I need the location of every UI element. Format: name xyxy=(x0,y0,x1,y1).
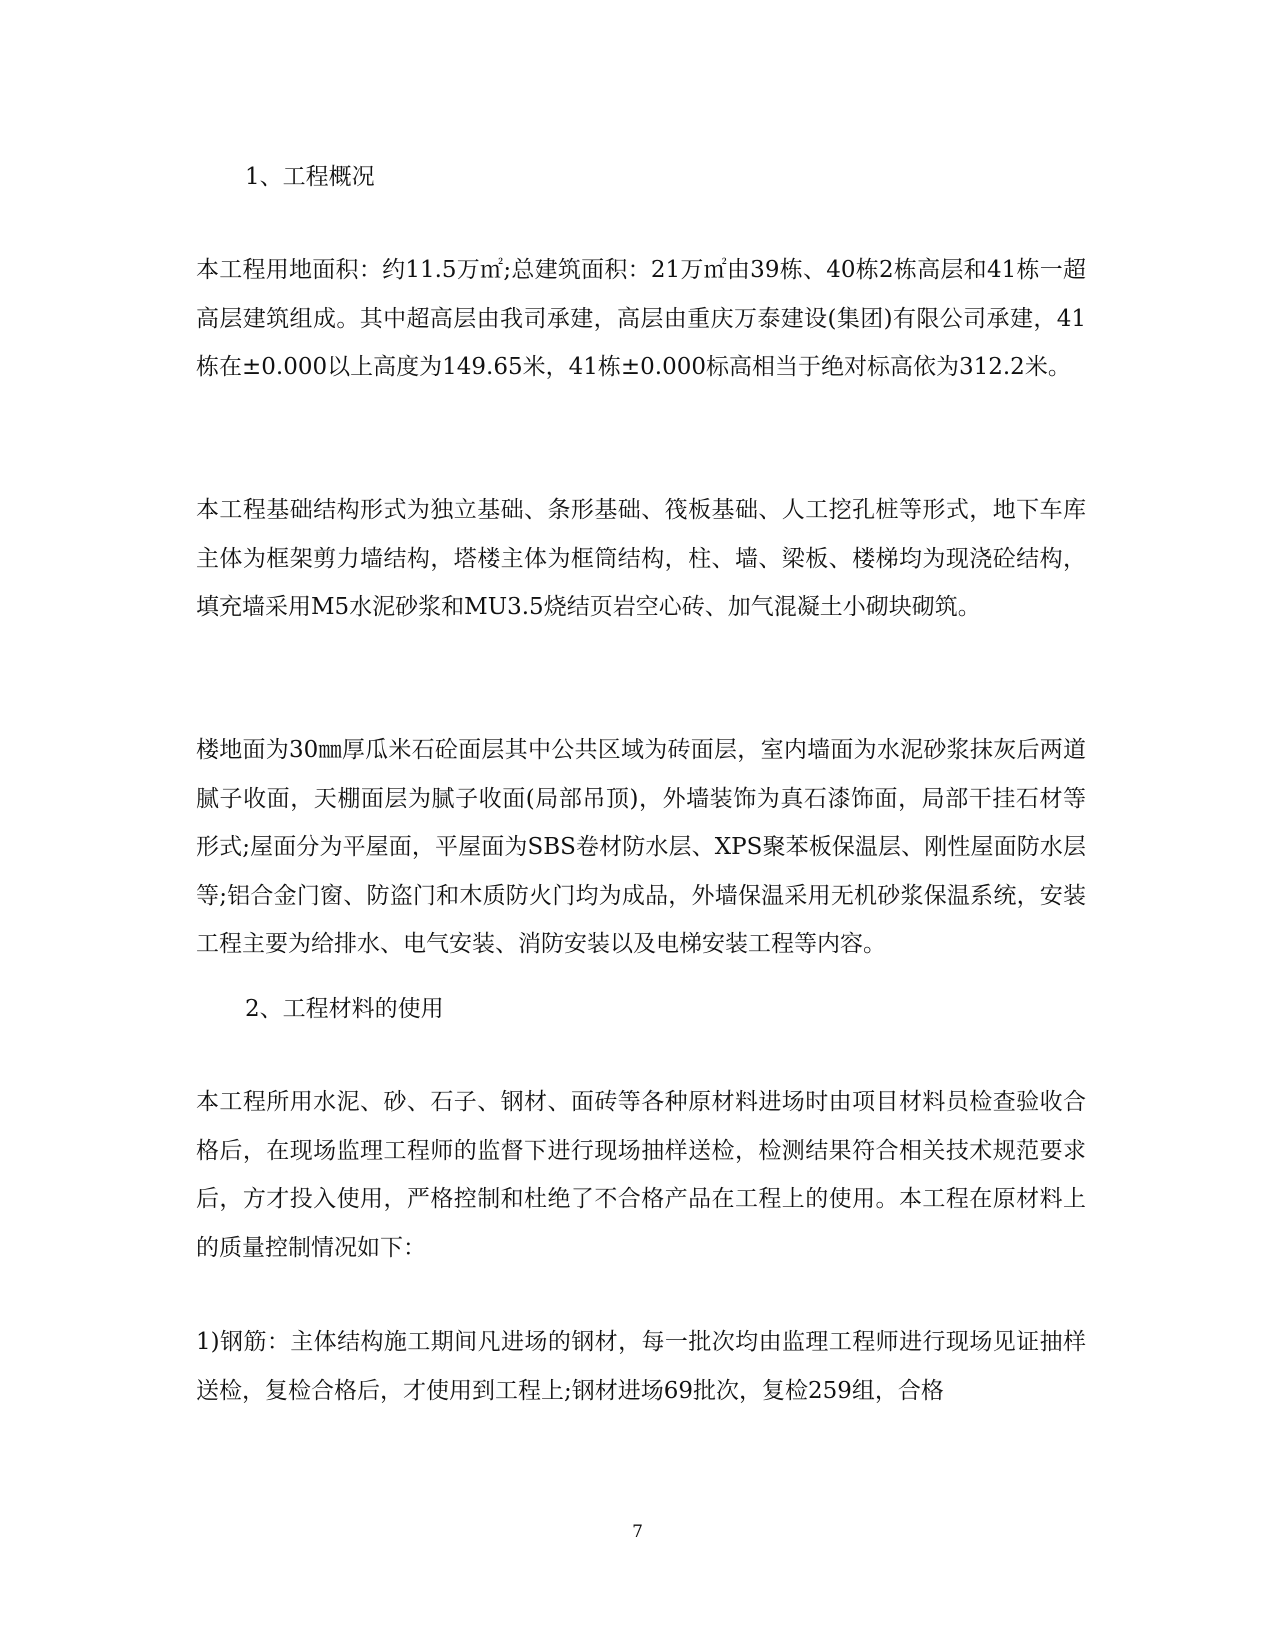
section-heading-materials: 2、工程材料的使用 xyxy=(245,996,444,1022)
paragraph-finishes: 楼地面为30㎜厚瓜米石砼面层其中公共区域为砖面层，室内墙面为水泥砂浆抹灰后两道腻子收面，天棚面层为腻子收面(局部吊顶)，外墙装饰为真石漆饰面，局部干挂石材等形式;屋面分为平屋面，平屋面为SBS卷材防水层、XPS聚苯板保温层、刚性屋面防水层等;铝合金门窗、防盗门和木质防火门均为成品，外墙保温采用无机砂浆保温系统，安装工程主要为给排水、电气安装、消防安装以及电梯安装工程等内容。 xyxy=(196,737,1086,957)
paragraph-structure: 本工程基础结构形式为独立基础、条形基础、筏板基础、人工挖孔桩等形式，地下车库主体为框架剪力墙结构，塔楼主体为框筒结构，柱、墙、梁板、楼梯均为现浇砼结构，填充墙采用M5水泥砂浆和MU3.5烧结页岩空心砖、加气混凝土小砌块砌筑。 xyxy=(196,497,1086,620)
page-number: 7 xyxy=(632,1522,643,1542)
section-heading-overview: 1、工程概况 xyxy=(245,164,375,190)
paragraph-site-area: 本工程用地面积：约11.5万㎡;总建筑面积：21万㎡由39栋、40栋2栋高层和41栋一超高层建筑组成。其中超高层由我司承建，高层由重庆万泰建设(集团)有限公司承建，41栋在±0.000以上高度为149.65米，41栋±0.000标高相当于绝对标高依为312.2米。 xyxy=(196,257,1086,380)
paragraph-rebar: 1)钢筋：主体结构施工期间凡进场的钢材，每一批次均由监理工程师进行现场见证抽样送检，复检合格后，才使用到工程上;钢材进场69批次，复检259组，合格 xyxy=(196,1329,1086,1404)
paragraph-materials-inspection: 本工程所用水泥、砂、石子、钢材、面砖等各种原材料进场时由项目材料员检查验收合格后，在现场监理工程师的监督下进行现场抽样送检，检测结果符合相关技术规范要求后，方才投入使用，严格控制和杜绝了不合格产品在工程上的使用。本工程在原材料上的质量控制情况如下： xyxy=(196,1089,1086,1261)
